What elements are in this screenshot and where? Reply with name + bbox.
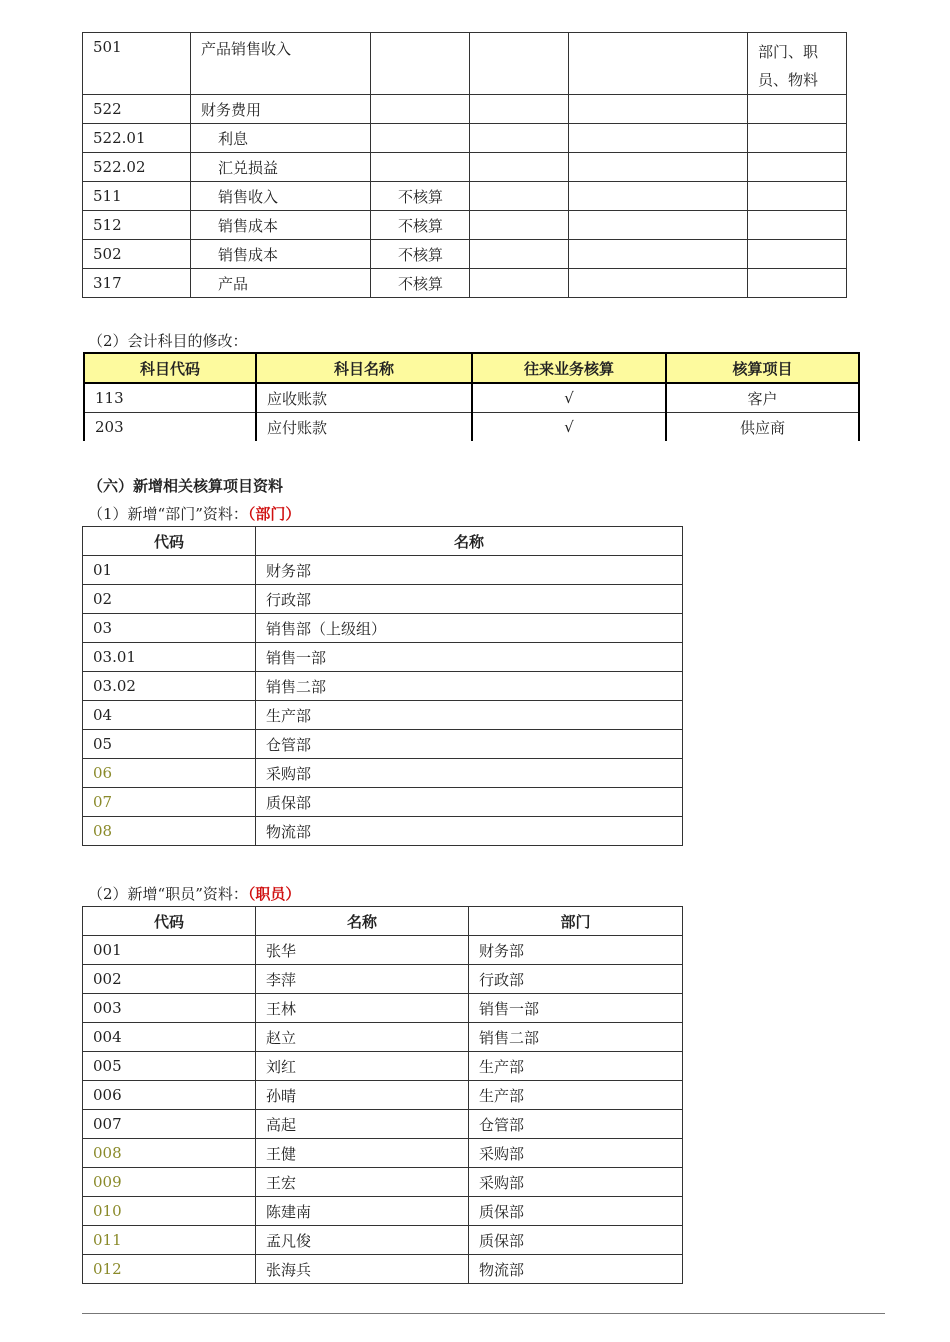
emp-code: 012: [83, 1255, 256, 1284]
table-cell: [569, 33, 748, 95]
account-code: 512: [83, 211, 191, 240]
dept-code: 03.02: [83, 672, 256, 701]
emp-dept: 生产部: [469, 1081, 683, 1110]
emp-heading-text: （2）新增“职员”资料：: [88, 885, 248, 903]
emp-dept: 物流部: [469, 1255, 683, 1284]
emp-code: 004: [83, 1023, 256, 1052]
account-name: 产品: [191, 269, 371, 298]
account-name: 财务费用: [191, 95, 371, 124]
table-row: [83, 1023, 683, 1052]
emp-name: 陈建南: [256, 1197, 469, 1226]
account-name: 应付账款: [256, 413, 472, 442]
emp-code: 007: [83, 1110, 256, 1139]
table-row: [83, 788, 683, 817]
table-row: [84, 413, 859, 442]
account-code: 522.01: [83, 124, 191, 153]
accounting-items-cell: [748, 33, 847, 95]
emp-code: 010: [83, 1197, 256, 1226]
emp-dept: 质保部: [469, 1197, 683, 1226]
emp-dept: 生产部: [469, 1052, 683, 1081]
column-header: 代码: [83, 527, 256, 556]
table-row: [83, 759, 683, 788]
emp-code: 005: [83, 1052, 256, 1081]
emp-name: 王健: [256, 1139, 469, 1168]
emp-dept: 销售二部: [469, 1023, 683, 1052]
table-cell: [371, 33, 470, 95]
emp-code: 006: [83, 1081, 256, 1110]
table-row: [83, 965, 683, 994]
emp-name: 张海兵: [256, 1255, 469, 1284]
emp-name: 高起: [256, 1110, 469, 1139]
table-cell: [569, 153, 748, 182]
table-row: [83, 240, 847, 269]
account-code: 511: [83, 182, 191, 211]
employee-table: [82, 906, 683, 1284]
table-cell: [569, 182, 748, 211]
accounting-items-line1: 部门、职: [758, 43, 819, 61]
emp-code: 009: [83, 1168, 256, 1197]
emp-tag: （职员）: [247, 885, 301, 903]
dept-name: 销售二部: [256, 672, 683, 701]
check-mark: √: [472, 413, 666, 442]
table-row: [83, 182, 847, 211]
table-row: [83, 817, 683, 846]
table-row: [83, 33, 847, 95]
table-row: [83, 672, 683, 701]
dept-name: 质保部: [256, 788, 683, 817]
table-row: [83, 556, 683, 585]
account-code: 317: [83, 269, 191, 298]
table-cell: [470, 240, 569, 269]
accounting-status: 不核算: [371, 269, 470, 298]
dept-name: 行政部: [256, 585, 683, 614]
dept-tag: （部门）: [247, 505, 301, 523]
dept-name: 物流部: [256, 817, 683, 846]
table-cell: [748, 240, 847, 269]
column-header: 核算项目: [666, 353, 859, 383]
column-header: 名称: [256, 907, 469, 936]
table-cell: [470, 95, 569, 124]
table-cell: [748, 95, 847, 124]
table-header-row: [83, 527, 683, 556]
table-row: [83, 643, 683, 672]
table-cell: [371, 95, 470, 124]
account-code: 113: [84, 383, 256, 413]
account-name: 销售收入: [191, 182, 371, 211]
table-row: [83, 211, 847, 240]
column-header: 名称: [256, 527, 683, 556]
table-cell: [470, 153, 569, 182]
column-header: 部门: [469, 907, 683, 936]
dept-code: 03.01: [83, 643, 256, 672]
dept-name: 仓管部: [256, 730, 683, 759]
table-cell: [569, 124, 748, 153]
check-mark: √: [472, 383, 666, 413]
emp-dept: 财务部: [469, 936, 683, 965]
accounting-status: 不核算: [371, 240, 470, 269]
dept-code: 02: [83, 585, 256, 614]
dept-name: 销售一部: [256, 643, 683, 672]
table-cell: [569, 95, 748, 124]
table-header-row: [83, 907, 683, 936]
table-cell: [470, 211, 569, 240]
table-row: [83, 95, 847, 124]
table-row: [83, 701, 683, 730]
table-cell: [371, 153, 470, 182]
account-name: 利息: [191, 124, 371, 153]
table-row: [83, 124, 847, 153]
table-row: [83, 1081, 683, 1110]
account-code: 522.02: [83, 153, 191, 182]
modify-table: [83, 352, 860, 441]
accounting-item: 客户: [666, 383, 859, 413]
table-row: [83, 1110, 683, 1139]
dept-table: [82, 526, 683, 846]
account-name: 应收账款: [256, 383, 472, 413]
dept-heading-text: （1）新增“部门”资料：: [88, 505, 248, 523]
dept-name: 销售部（上级组）: [256, 614, 683, 643]
accounts-table: [82, 32, 847, 298]
table-row: [83, 1255, 683, 1284]
emp-name: 李萍: [256, 965, 469, 994]
table-row: [83, 585, 683, 614]
account-name: 汇兑损益: [191, 153, 371, 182]
table-cell: [470, 33, 569, 95]
table-row: [83, 1052, 683, 1081]
accounting-item: 供应商: [666, 413, 859, 442]
table-cell: [748, 153, 847, 182]
column-header: 科目名称: [256, 353, 472, 383]
account-code: 522: [83, 95, 191, 124]
footer-divider: [82, 1313, 885, 1314]
dept-heading: [88, 503, 300, 524]
emp-name: 刘红: [256, 1052, 469, 1081]
emp-name: 王林: [256, 994, 469, 1023]
table-cell: [748, 211, 847, 240]
table-row: [83, 730, 683, 759]
emp-dept: 采购部: [469, 1139, 683, 1168]
table-row: [83, 936, 683, 965]
dept-code: 03: [83, 614, 256, 643]
table-cell: [470, 124, 569, 153]
accounting-items-line2: 员、物料: [758, 71, 819, 89]
account-name: 销售成本: [191, 240, 371, 269]
account-code: 501: [83, 33, 191, 95]
table-row: [83, 614, 683, 643]
emp-code: 002: [83, 965, 256, 994]
modify-heading: （2）会计科目的修改：: [88, 332, 248, 350]
table-cell: [748, 269, 847, 298]
emp-name: 孙晴: [256, 1081, 469, 1110]
dept-code: 07: [83, 788, 256, 817]
table-row: [83, 994, 683, 1023]
dept-code: 08: [83, 817, 256, 846]
table-cell: [748, 182, 847, 211]
dept-name: 采购部: [256, 759, 683, 788]
emp-heading: [88, 883, 300, 904]
table-cell: [569, 269, 748, 298]
accounting-status: 不核算: [371, 211, 470, 240]
emp-dept: 销售一部: [469, 994, 683, 1023]
accounting-status: 不核算: [371, 182, 470, 211]
table-row: [83, 1139, 683, 1168]
table-row: [83, 1226, 683, 1255]
column-header: 科目代码: [84, 353, 256, 383]
account-name: 产品销售收入: [191, 33, 371, 95]
column-header: 往来业务核算: [472, 353, 666, 383]
account-code: 203: [84, 413, 256, 442]
emp-dept: 质保部: [469, 1226, 683, 1255]
emp-dept: 采购部: [469, 1168, 683, 1197]
emp-name: 赵立: [256, 1023, 469, 1052]
section-title: （六）新增相关核算项目资料: [88, 477, 284, 495]
emp-code: 003: [83, 994, 256, 1023]
dept-name: 生产部: [256, 701, 683, 730]
emp-dept: 行政部: [469, 965, 683, 994]
table-cell: [371, 124, 470, 153]
table-header-row: [84, 353, 859, 383]
table-cell: [470, 269, 569, 298]
table-cell: [470, 182, 569, 211]
table-row: [84, 383, 859, 413]
emp-code: 008: [83, 1139, 256, 1168]
table-row: [83, 1197, 683, 1226]
table-row: [83, 1168, 683, 1197]
column-header: 代码: [83, 907, 256, 936]
emp-dept: 仓管部: [469, 1110, 683, 1139]
emp-code: 001: [83, 936, 256, 965]
table-cell: [748, 124, 847, 153]
dept-code: 06: [83, 759, 256, 788]
emp-code: 011: [83, 1226, 256, 1255]
table-row: [83, 153, 847, 182]
emp-name: 王宏: [256, 1168, 469, 1197]
table-row: [83, 269, 847, 298]
dept-name: 财务部: [256, 556, 683, 585]
account-name: 销售成本: [191, 211, 371, 240]
account-code: 502: [83, 240, 191, 269]
dept-code: 05: [83, 730, 256, 759]
emp-name: 孟凡俊: [256, 1226, 469, 1255]
dept-code: 04: [83, 701, 256, 730]
table-cell: [569, 211, 748, 240]
dept-code: 01: [83, 556, 256, 585]
table-cell: [569, 240, 748, 269]
emp-name: 张华: [256, 936, 469, 965]
